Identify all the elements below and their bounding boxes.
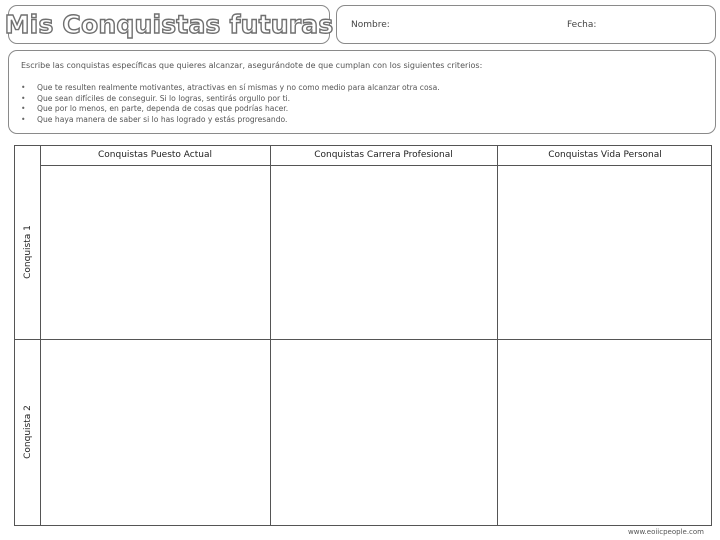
cell-conquista2-carrera-profesional[interactable] — [271, 340, 497, 525]
cell-conquista2-vida-personal[interactable] — [498, 340, 712, 525]
criteria-item: • Que haya manera de saber si lo has logrado y estás progresando. — [21, 115, 440, 126]
date-label: Fecha: — [567, 20, 597, 30]
cell-conquista2-puesto-actual[interactable] — [41, 340, 270, 525]
criteria-item: • Que te resulten realmente motivantes, atractivas en sí mismas y no como medio para alcanzar otra cosa. — [21, 83, 440, 94]
name-label: Nombre: — [351, 20, 390, 30]
page-title: Mis Conquistas futuras — [4, 10, 334, 39]
cell-conquista1-carrera-profesional[interactable] — [271, 166, 497, 339]
row-label-text: Conquista 1 — [22, 225, 33, 279]
footer-credit: www.eoiicpeople.com — [628, 528, 704, 536]
criteria-item: • Que por lo menos, en parte, dependa de cosas que podrías hacer. — [21, 104, 440, 115]
criteria-list — [21, 83, 440, 125]
column-header-puesto-actual: Conquistas Puesto Actual — [98, 150, 212, 160]
row-label-conquista-1 — [15, 165, 40, 339]
column-header-vida-personal: Conquistas Vida Personal — [548, 150, 662, 160]
title-box — [4, 5, 334, 44]
conquests-table — [14, 145, 712, 526]
row-label-conquista-2 — [15, 339, 40, 525]
cell-conquista1-puesto-actual[interactable] — [41, 166, 270, 339]
cell-conquista1-vida-personal[interactable] — [498, 166, 712, 339]
name-date-box — [336, 5, 716, 44]
instructions-intro: Escribe las conquistas específicas que quieres alcanzar, asegurándote de que cumplan con los siguientes criterios: — [21, 61, 483, 70]
row-label-text: Conquista 2 — [22, 405, 33, 459]
instructions-box — [8, 50, 716, 134]
criteria-item: • Que sean difíciles de conseguir. Si lo logras, sentirás orgullo por ti. — [21, 94, 440, 105]
column-header-carrera-profesional: Conquistas Carrera Profesional — [314, 150, 453, 160]
